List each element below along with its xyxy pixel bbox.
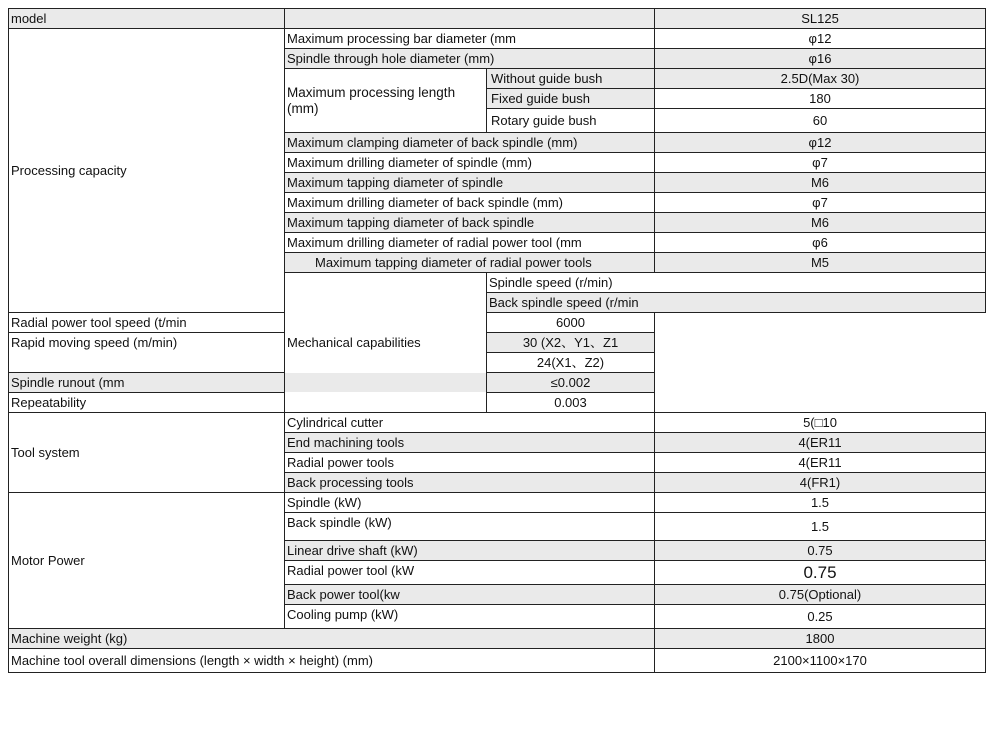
row-value: 4(ER11 [655, 453, 986, 473]
row-value: φ7 [655, 193, 986, 213]
table-row [9, 649, 986, 673]
row-label: Cooling pump (kW) [285, 605, 655, 629]
row-value: 4(ER11 [655, 433, 986, 453]
row-label: Maximum clamping diameter of back spindle (mm) [285, 133, 655, 153]
sub-value: 60 [655, 109, 986, 133]
sub-value: 180 [655, 89, 986, 109]
overall-dimensions-value: 2100×1100×170 [655, 649, 986, 673]
row-label: Radial power tool (kW [285, 561, 655, 585]
row-value: φ6 [655, 233, 986, 253]
row-value: 0.75(Optional) [655, 585, 986, 605]
table-row [9, 413, 986, 433]
row-label: Spindle through hole diameter (mm) [285, 49, 655, 69]
row-label: Back spindle (kW) [285, 513, 655, 541]
row-value: φ12 [655, 29, 986, 49]
row-value: 0.25 [655, 605, 986, 629]
row-value: M6 [655, 213, 986, 233]
row-value: 1.5 [655, 493, 986, 513]
table-row [9, 493, 986, 513]
table-row [9, 393, 986, 413]
row-value: 30 (X2、Y1、Z1 [487, 333, 655, 353]
row-value: 0.75 [655, 561, 986, 585]
row-label: Maximum drilling diameter of radial power tool (mm [285, 233, 655, 253]
row-value: 1.5 [655, 513, 986, 541]
row-label: Maximum drilling diameter of spindle (mm) [285, 153, 655, 173]
table-row [9, 9, 986, 29]
table-row [9, 29, 986, 49]
row-label: Linear drive shaft (kW) [285, 541, 655, 561]
machine-weight-label: Machine weight (kg) [9, 629, 655, 649]
row-value: 4(FR1) [655, 473, 986, 493]
row-label: End machining tools [285, 433, 655, 453]
table-row [9, 629, 986, 649]
row-label: Spindle runout (mm [9, 373, 487, 393]
row-value: 5(□10 [655, 413, 986, 433]
sub-value: 2.5D(Max 30) [655, 69, 986, 89]
processing-length-label: Maximum processing length (mm) [285, 69, 487, 133]
row-value: φ12 [655, 133, 986, 153]
model-label: model [9, 9, 285, 29]
row-label: Maximum processing bar diameter (mm [285, 29, 655, 49]
row-value: φ7 [655, 153, 986, 173]
row-value: 0.75 [655, 541, 986, 561]
row-label: Repeatability [9, 393, 487, 413]
sub-label: Fixed guide bush [487, 89, 655, 109]
table-row [9, 373, 986, 393]
section-motor-title: Motor Power [9, 493, 285, 629]
row-value: ≤0.002 [487, 373, 655, 393]
model-value: SL125 [655, 9, 986, 29]
section-mechanical-title: Mechanical capabilities [285, 273, 487, 413]
row-label: Maximum drilling diameter of back spindle (mm) [285, 193, 655, 213]
spec-table [8, 8, 986, 673]
row-label: Back processing tools [285, 473, 655, 493]
row-value: M6 [655, 173, 986, 193]
machine-weight-value: 1800 [655, 629, 986, 649]
table-row [9, 313, 986, 333]
row-label: Back spindle speed (r/min [487, 293, 986, 313]
row-value: φ16 [655, 49, 986, 69]
sub-label: Without guide bush [487, 69, 655, 89]
row-label: Cylindrical cutter [285, 413, 655, 433]
row-label: Spindle (kW) [285, 493, 655, 513]
table-row [9, 333, 986, 353]
row-value: 0.003 [487, 393, 655, 413]
empty-cell [285, 9, 655, 29]
section-tool-title: Tool system [9, 413, 285, 493]
row-label: Maximum tapping diameter of spindle [285, 173, 655, 193]
sub-label: Rotary guide bush [487, 109, 655, 133]
row-label: Spindle speed (r/min) [487, 273, 986, 293]
row-label: Maximum tapping diameter of back spindle [285, 213, 655, 233]
row-label: Radial power tool speed (t/min [9, 313, 487, 333]
row-label: Maximum tapping diameter of radial power tools [285, 253, 655, 273]
row-label: Back power tool(kw [285, 585, 655, 605]
row-value: 24(X1、Z2) [487, 353, 655, 373]
row-value: 6000 [487, 313, 655, 333]
row-value: M5 [655, 253, 986, 273]
row-label: Rapid moving speed (m/min) [9, 333, 487, 373]
section-processing-title: Processing capacity [9, 29, 285, 313]
overall-dimensions-label: Machine tool overall dimensions (length × width × height) (mm) [9, 649, 655, 673]
row-label: Radial power tools [285, 453, 655, 473]
